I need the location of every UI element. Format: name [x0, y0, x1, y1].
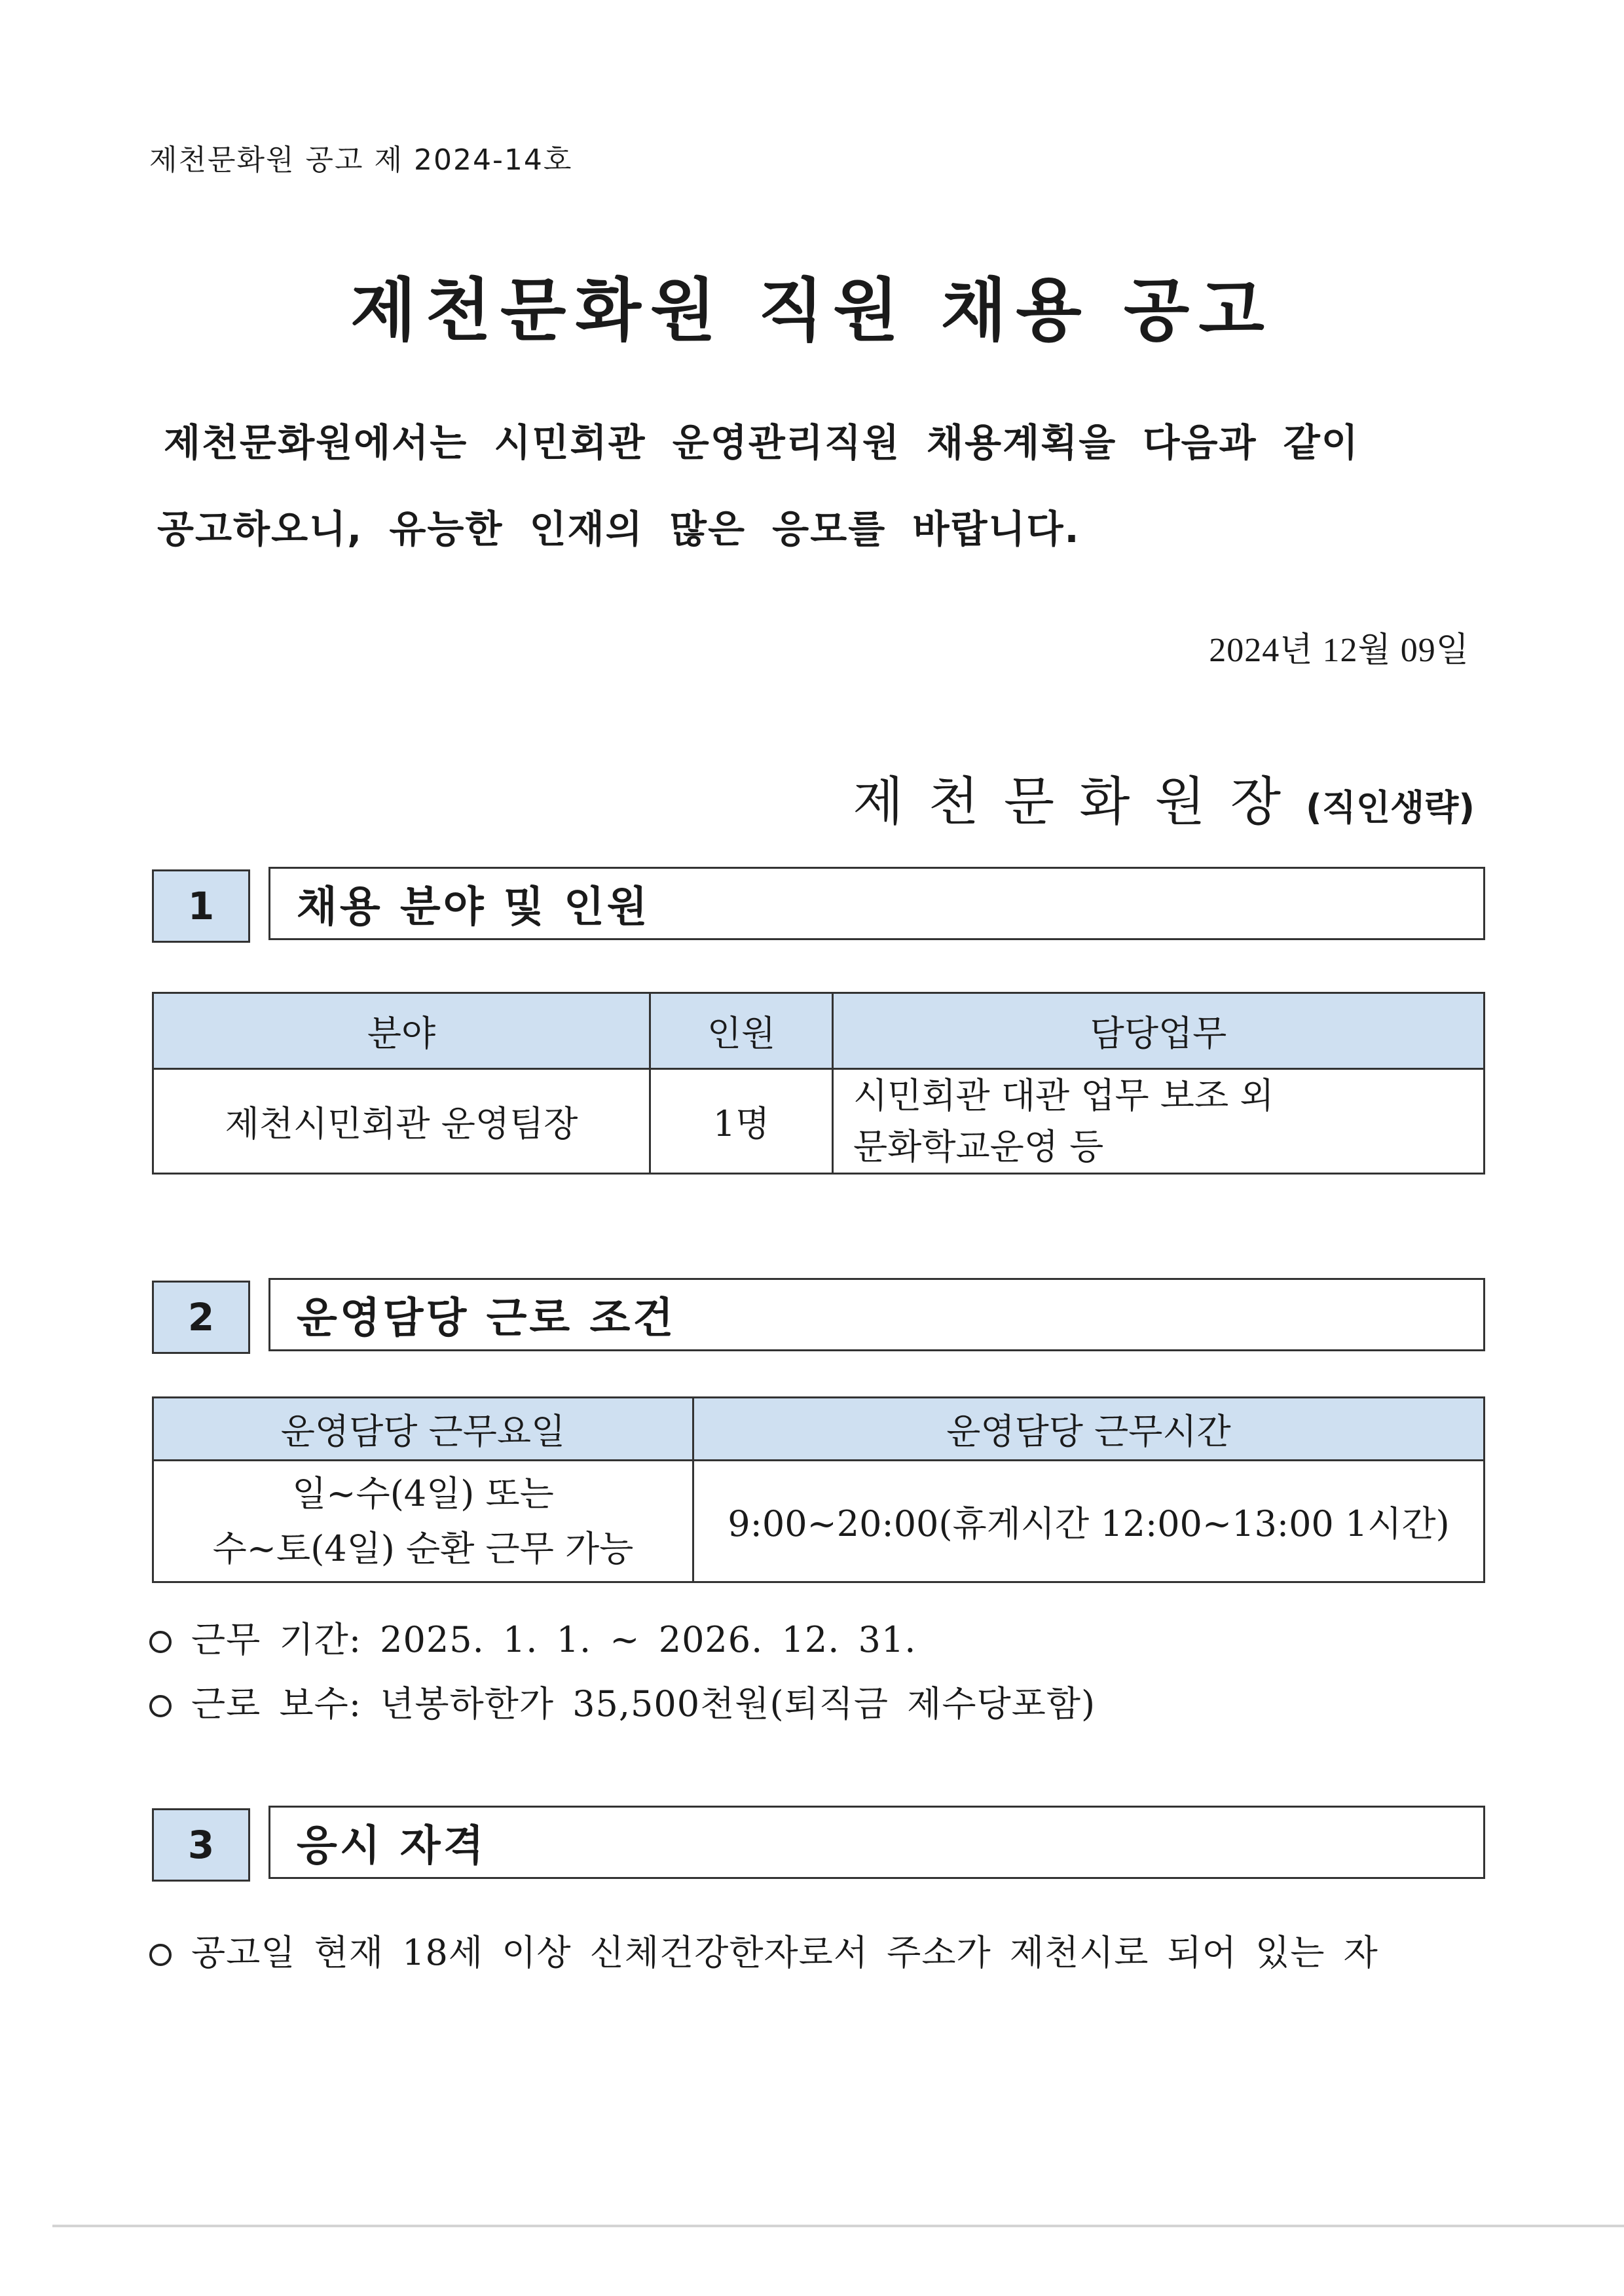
bullet-eligibility	[149, 1925, 1378, 1975]
section-1-title: 채용 분야 및 인원	[268, 867, 1485, 940]
circle-bullet-icon	[149, 1695, 172, 1717]
bullet-text: 근무 기간: 2025. 1. 1. ~ 2026. 12. 31.	[191, 1619, 917, 1660]
circle-bullet-icon	[149, 1631, 172, 1653]
header-work-days: 운영담당 근무요일	[153, 1398, 693, 1461]
bullet-salary	[149, 1676, 1096, 1726]
signer-name: 제천문화원장	[853, 771, 1306, 832]
duty-line-1: 시민회관 대관 업무 보조 외	[853, 1074, 1274, 1116]
section-2-title: 운영담당 근로 조건	[268, 1278, 1485, 1351]
intro-paragraph	[157, 399, 1480, 572]
work-days-line-2: 수~토(4일) 순환 근무 가능	[212, 1527, 634, 1569]
recruitment-table	[152, 992, 1485, 1175]
cell-count: 1명	[650, 1069, 833, 1174]
signer	[853, 759, 1475, 835]
table-row	[153, 1069, 1485, 1174]
bullet-work-period	[149, 1612, 916, 1662]
section-3-title: 응시 자격	[268, 1806, 1485, 1879]
cell-duty	[833, 1069, 1485, 1174]
notice-date: 2024년 12월 09일	[1209, 632, 1469, 669]
cell-work-hours: 9:00~20:00(휴게시간 12:00~13:00 1시간)	[693, 1461, 1485, 1582]
header-duty: 담당업무	[833, 993, 1485, 1069]
table-header-row	[153, 1398, 1485, 1461]
circle-bullet-icon	[149, 1944, 172, 1966]
page-title: 제천문화원 직원 채용 공고	[350, 270, 1274, 350]
cell-field: 제천시민회관 운영팀장	[153, 1069, 650, 1174]
seal-note: (직인생략)	[1305, 787, 1475, 828]
scan-edge-line	[52, 2225, 1624, 2227]
header-work-hours: 운영담당 근무시간	[693, 1398, 1485, 1461]
table-header-row	[153, 993, 1485, 1069]
work-days-line-1: 일~수(4일) 또는	[292, 1472, 554, 1514]
section-3-number: 3	[152, 1808, 250, 1882]
notice-number: 제천문화원 공고 제 2024-14호	[149, 143, 573, 177]
table-row	[153, 1461, 1485, 1582]
section-2-number: 2	[152, 1281, 250, 1354]
intro-line-1: 제천문화원에서는 시민회관 운영관리직원 채용계획을 다음과 같이	[164, 420, 1359, 465]
duty-line-2: 문화학교운영 등	[853, 1125, 1104, 1167]
conditions-table	[152, 1396, 1485, 1583]
section-1-number: 1	[152, 869, 250, 943]
bullet-text: 근로 보수: 년봉하한가 35,500천원(퇴직금 제수당포함)	[191, 1683, 1096, 1724]
cell-work-days	[153, 1461, 693, 1582]
bullet-text: 공고일 현재 18세 이상 신체건강한자로서 주소가 제천시로 되어 있는 자	[191, 1932, 1378, 1973]
header-field: 분야	[153, 993, 650, 1069]
header-count: 인원	[650, 993, 833, 1069]
intro-line-2: 공고하오니, 유능한 인재의 많은 응모를 바랍니다.	[157, 507, 1080, 551]
